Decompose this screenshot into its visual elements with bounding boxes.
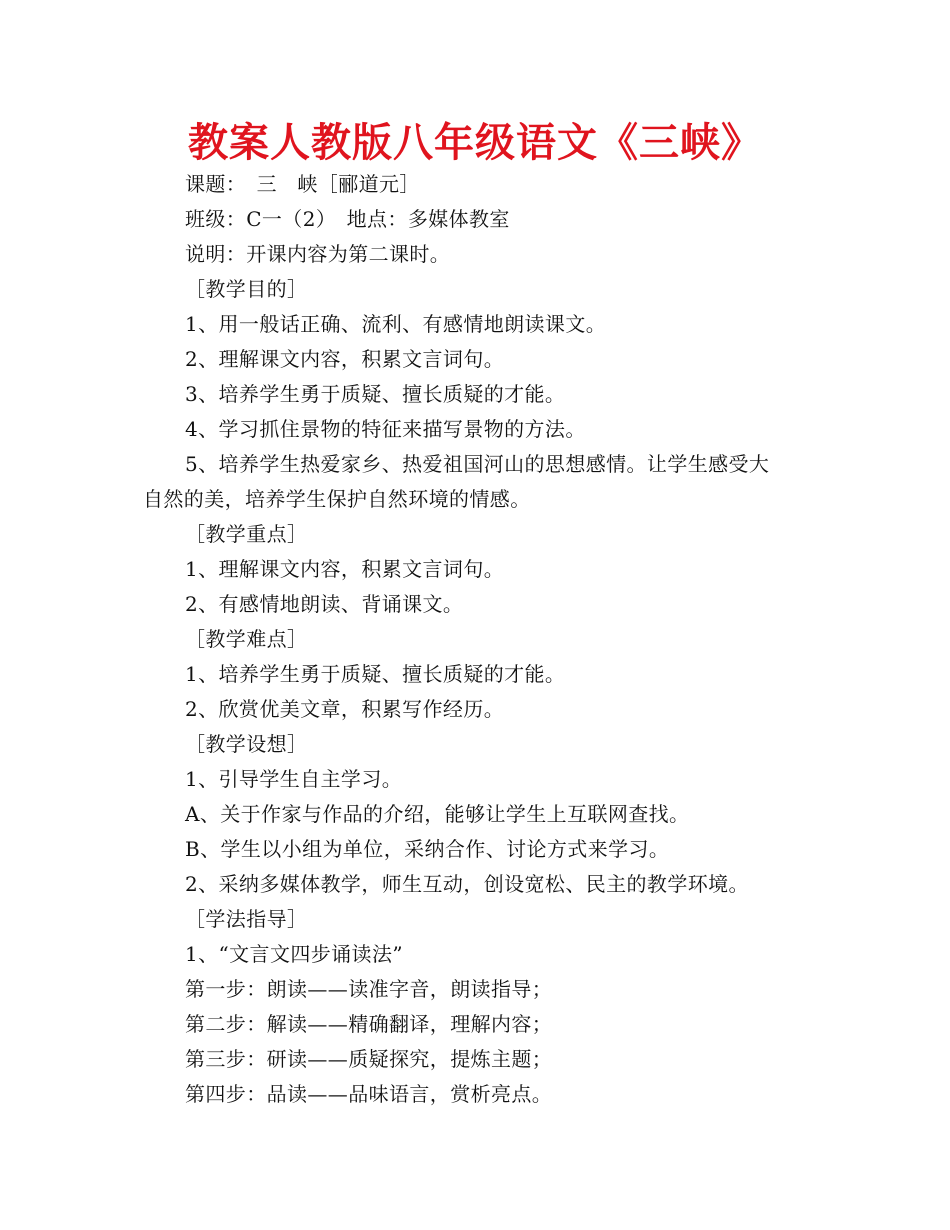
document-title: 教案人教版八年级语文《三峡》 — [188, 120, 762, 166]
objective-item-continuation: 自然的美，培养学生保护自然环境的情感。 — [143, 487, 531, 511]
objective-item: 3、培养学生勇于质疑、擅长质疑的才能。 — [185, 382, 566, 406]
section-heading-difficulties: ［教学难点］ — [185, 627, 308, 651]
key-point-item: 1、理解课文内容，积累文言词句。 — [185, 557, 505, 581]
document-body — [143, 167, 815, 1112]
method-step: 第四步：品读——品味语言，赏析亮点。 — [185, 1082, 553, 1106]
plan-item: 1、引导学生自主学习。 — [185, 767, 403, 791]
section-heading-teaching-plan: ［教学设想］ — [185, 732, 308, 756]
objective-item-first-line: 5、培养学生热爱家乡、热爱祖国河山的思想感情。让学生感受大 — [185, 452, 770, 476]
difficulty-item: 1、培养学生勇于质疑、擅长质疑的才能。 — [185, 662, 566, 686]
objective-item-wrapped — [143, 447, 815, 517]
difficulty-item: 2、欣赏优美文章，积累写作经历。 — [185, 697, 505, 721]
method-step: 第二步：解读——精确翻译，理解内容； — [185, 1012, 553, 1036]
objective-item: 1、用一般话正确、流利、有感情地朗读课文。 — [185, 312, 607, 336]
key-point-item: 2、有感情地朗读、背诵课文。 — [185, 592, 464, 616]
lesson-topic-line: 课题： 三 峡［郦道元］ — [185, 172, 420, 196]
section-heading-key-points: ［教学重点］ — [185, 522, 308, 546]
method-step: 第一步：朗读——读准字音，朗读指导； — [185, 977, 553, 1001]
method-item: 1、“文言文四步诵读法” — [185, 942, 403, 966]
plan-item: B、学生以小组为单位，采纳合作、讨论方式来学习。 — [185, 837, 670, 861]
plan-item: A、关于作家与作品的介绍，能够让学生上互联网查找。 — [185, 802, 690, 826]
note-line: 说明：开课内容为第二课时。 — [185, 242, 451, 266]
objective-item: 4、学习抓住景物的特征来描写景物的方法。 — [185, 417, 586, 441]
objective-item: 2、理解课文内容，积累文言词句。 — [185, 347, 505, 371]
class-location-line: 班级：C一（2） 地点：多媒体教室 — [185, 207, 510, 231]
section-heading-objectives: ［教学目的］ — [185, 277, 308, 301]
section-heading-study-method: ［学法指导］ — [185, 907, 308, 931]
plan-item: 2、采纳多媒体教学，师生互动，创设宽松、民主的教学环境。 — [185, 872, 749, 896]
method-step: 第三步：研读——质疑探究，提炼主题； — [185, 1047, 553, 1071]
